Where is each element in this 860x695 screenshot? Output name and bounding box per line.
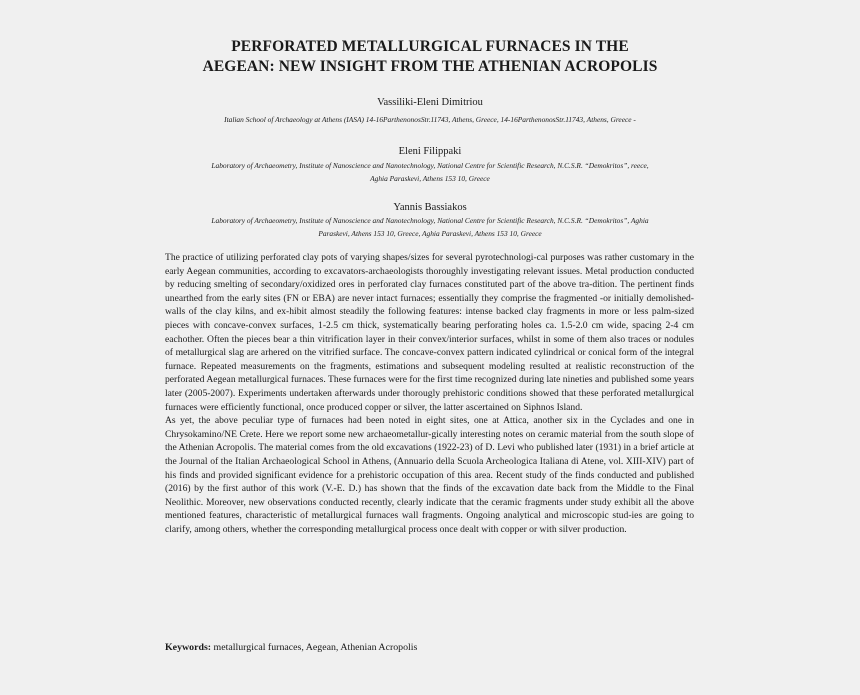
affiliation-line: Aghia Paraskevi, Athens 153 10, Greece bbox=[370, 173, 490, 183]
author-name-2: Eleni Filippaki bbox=[398, 146, 462, 157]
author-name-3: Yannis Bassiakos bbox=[393, 202, 467, 213]
keywords bbox=[165, 641, 694, 654]
abstract bbox=[165, 251, 694, 536]
affiliation-line: Paraskevi, Athens 153 10, Greece, Aghia Paraskevi, Athens 153 10, Greece bbox=[318, 228, 542, 238]
title-line-2: AEGEAN: NEW INSIGHT FROM THE ATHENIAN ACROPOLIS bbox=[202, 58, 658, 75]
author-affiliation-3 bbox=[150, 215, 710, 240]
affiliation-line: Laboratory of Archaeometry, Institute of Nanoscience and Nanotechnology, National Centre for Scientific Research, N.C.S.R. “Demokritos”, reece, bbox=[211, 161, 649, 170]
keywords-label: Keywords: bbox=[165, 642, 212, 653]
affiliation-line: Italian School of Archaeology at Athens (IASA) 14-16ParthenonosStr.11743, Athens, Greece, 14-16ParthenonosStr.11743, Athens, Greece - bbox=[224, 115, 636, 124]
affiliation-line: Laboratory of Archaeometry, Institute of Nanoscience and Nanotechnology, National Centre for Scientific Research, N.C.S.R. “Demokritos”, Aghia bbox=[211, 216, 649, 225]
author-affiliation-1 bbox=[150, 114, 710, 127]
author-affiliation-2 bbox=[150, 160, 710, 185]
author-name-1: Vassiliki-Eleni Dimitriou bbox=[377, 97, 483, 108]
paper-title bbox=[120, 37, 740, 77]
abstract-paragraph: As yet, the above peculiar type of furnaces had been noted in eight sites, one at Attica, another six in the Cyclades and one in Chrysokamino/NE Crete. Here we report some new archaeometallur-gically interesting notes on ceramic material from the south slope of the Athenian Acropolis. The material comes from the old excavations (1922-23) of D. Levi who published later (1931) in a brief article at the Journal of the Italian Archaeological School in Athens, (Annuario della Scuola Archeologica Italiana di Atene, vol. XIII-XIV) part of his finds and provided significant evidence for a prehistoric occupation of this area. Recent study of the finds conducted and published (2016) by the first author of this work (V.-E. D.) has shown that the finds of the excavation date back from the Middle to the Final Neolithic. Moreover, new observations conducted recently, clearly indicate that the ceramic fragments under study exhibit all the above mentioned features, characteristic of metallurgical furnaces wall fragments. Ongoing analytical and microscopic stud-ies are going to clarify, among others, whether the corresponding metallurgical process once dealt with copper or with silver production. bbox=[165, 415, 694, 535]
abstract-paragraph: The practice of utilizing perforated clay pots of varying shapes/sizes for several pyrotechnologi-cal purposes was rather customary in the early Aegean communities, according to excavators-archaeologists thoroughly investigating relevant issues. Metal production conducted by reducing smelting of secondary/oxidized ores in perforated clay furnaces constituted part of the above tra-dition. The pertinent finds unearthed from the early sites (FN or EBA) are never intact furnaces; essentially they comprise the fragmented -or initially demolished-walls of the clay kilns, and ex-hibit almost steadily the following features: intense backed clay fragments in more or less palm-sized pieces with concave-convex surfaces, 1-2.5 cm thick, systematically bearing perforating holes ca. 1.5-2.0 cm wide, spacing 2-4 cm eachother. Often the pieces bear a thin vitrification layer in their convex/interior surfaces, whilst in some of them also traces or nodules of metallurgical slag are arhered on the vitrified surface. The concave-convex pattern indicated cylindrical or conical form of the integral furnace. Repeated measurements on the fragments, estimations and subsequent modeling resulted at realistic reconstruction of the perforated Aegean metallurgical furnaces. These furnaces were for the first time recognized during late nineties and published some years later (2005-2007). Experiments undertaken afterwards under thorougly prehistoric conditions showed that these perforated metallurgical furnaces were efficiently functional, once produced copper or silver, the latter ascertained on Siphnos Island. bbox=[165, 252, 694, 413]
title-line-1: PERFORATED METALLURGICAL FURNACES IN THE bbox=[231, 38, 629, 55]
keywords-text: metallurgical furnaces, Aegean, Athenian Acropolis bbox=[211, 642, 418, 653]
